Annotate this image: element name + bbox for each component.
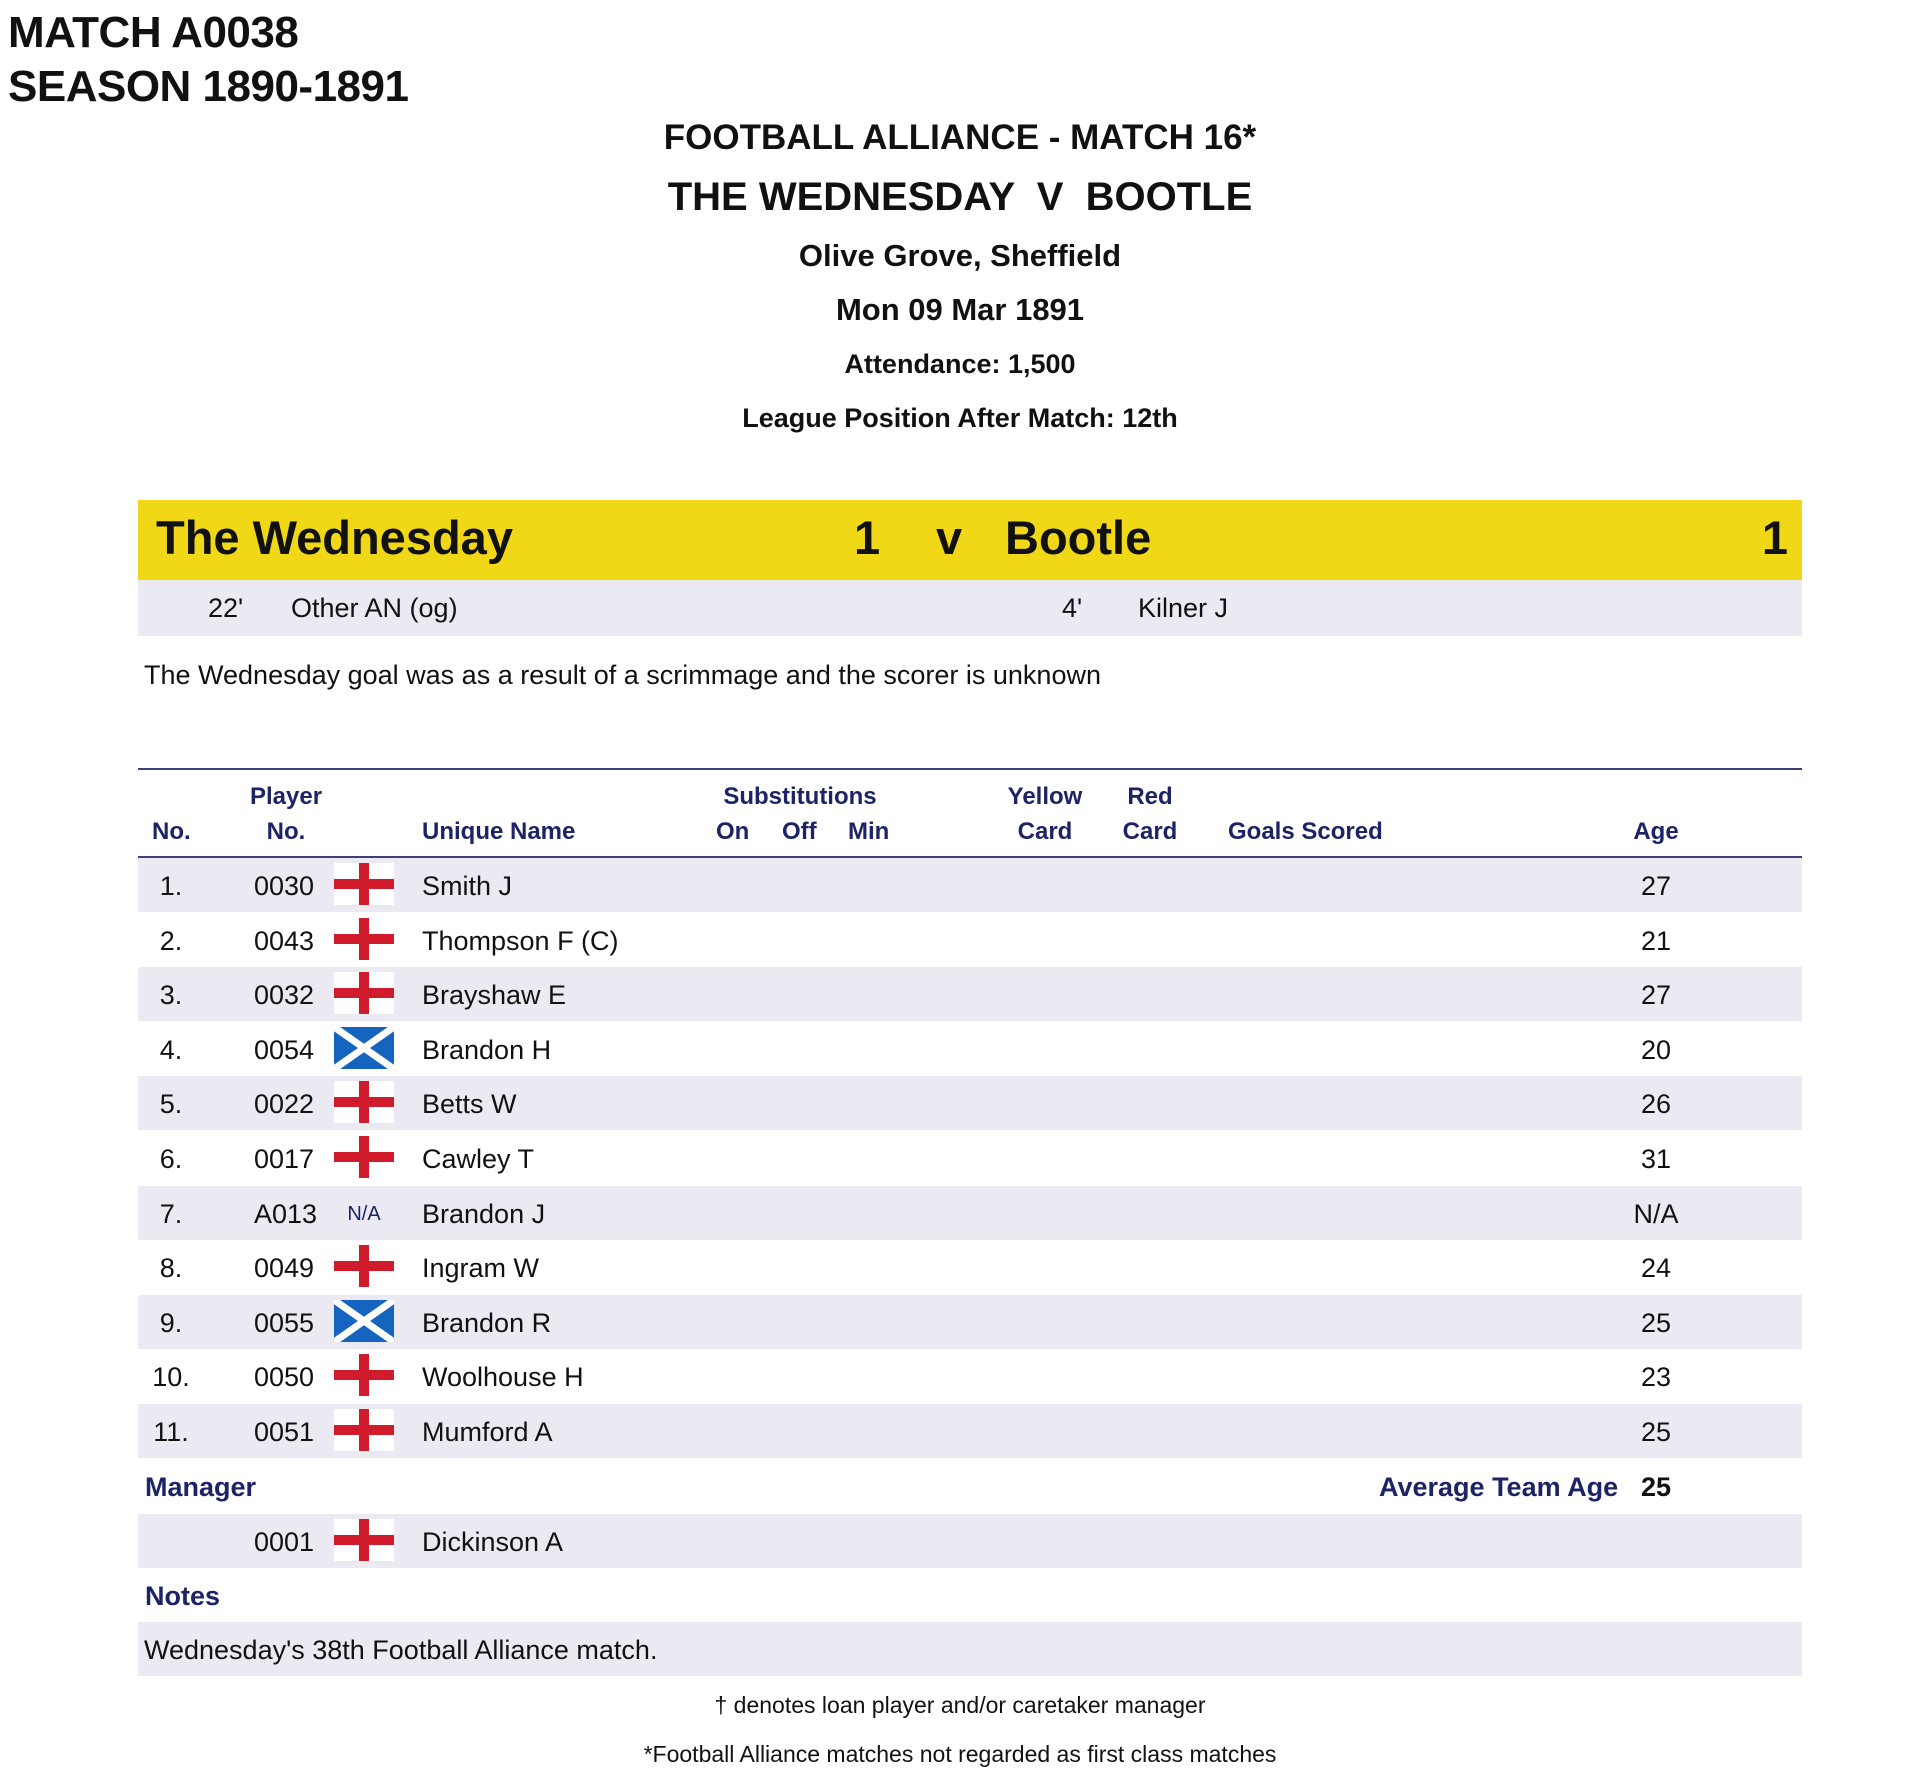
score-bar: [138, 500, 1802, 580]
row-number: 4.: [159, 1034, 183, 1065]
player-age: 25: [1640, 1307, 1672, 1338]
player-name: Brandon J: [422, 1198, 546, 1229]
notes-label: Notes: [145, 1581, 221, 1611]
notes-row: [138, 1622, 1802, 1676]
table-row: [138, 1022, 1802, 1076]
col-sub-on: On: [716, 818, 750, 845]
col-yellow-line2: Card: [1017, 818, 1073, 845]
match-id-block: [8, 6, 408, 114]
notes-text: Wednesday's 38th Football Alliance match.: [144, 1635, 658, 1665]
scotland-flag-icon: [334, 1027, 394, 1069]
attendance: Attendance: 1,500: [844, 349, 1076, 379]
col-player-no-line2: No.: [266, 818, 306, 845]
row-number: 9.: [159, 1307, 183, 1338]
row-number: 10.: [152, 1362, 190, 1393]
col-sub-min: Min: [848, 818, 890, 845]
player-number: 0043: [254, 925, 315, 956]
league-position: League Position After Match: 12th: [742, 403, 1178, 433]
col-yellow-line1: Yellow: [1007, 783, 1083, 810]
player-name: Brandon R: [422, 1307, 552, 1338]
away-team-name: Bootle: [1005, 511, 1152, 564]
col-red-line2: Card: [1122, 818, 1178, 845]
player-age: 25: [1640, 1417, 1672, 1447]
player-name: Ingram W: [422, 1253, 540, 1284]
player-age: N/A: [1633, 1198, 1679, 1229]
player-number: A013: [254, 1198, 318, 1229]
player-name: Woolhouse H: [422, 1362, 584, 1393]
player-age: 31: [1640, 1144, 1672, 1174]
player-number: 0050: [254, 1362, 315, 1393]
away-goals: 1: [1761, 511, 1788, 564]
player-number: 0022: [254, 1089, 315, 1120]
manager-player-no: 0001: [254, 1527, 315, 1557]
table-row: [138, 967, 1802, 1021]
match-code: MATCH A0038: [8, 8, 299, 57]
player-name: Betts W: [422, 1089, 517, 1120]
col-sub-off: Off: [782, 818, 817, 845]
footnote-alliance: *Football Alliance matches not regarded as first class matches: [643, 1741, 1277, 1767]
player-age: 27: [1640, 980, 1672, 1011]
home-goal-minute: 22': [208, 593, 244, 623]
match-report: The Wednesday goal was as a result of a scrimmage and the scorer is unknown: [144, 660, 1101, 690]
manager-row: [138, 1514, 1802, 1568]
player-name: Brandon H: [422, 1034, 552, 1065]
england-flag-icon: [334, 972, 394, 1014]
player-age: 20: [1640, 1034, 1672, 1065]
row-number: 3.: [159, 980, 183, 1011]
manager-label: Manager: [145, 1472, 257, 1502]
manager-name: Dickinson A: [422, 1527, 564, 1557]
england-flag-icon: [334, 1354, 394, 1396]
away-goal-scorer: Kilner J: [1138, 593, 1229, 623]
col-unique-name: Unique Name: [422, 818, 576, 845]
table-row: [138, 1240, 1802, 1294]
player-name: Thompson F (C): [422, 925, 619, 956]
home-team-name: The Wednesday: [156, 511, 513, 564]
fixture-title: THE WEDNESDAY V BOOTLE: [667, 175, 1253, 219]
player-number: 0051: [254, 1417, 315, 1447]
row-number: 6.: [159, 1144, 183, 1174]
competition-title: FOOTBALL ALLIANCE - MATCH 16*: [663, 118, 1257, 157]
scotland-flag-icon: [334, 1300, 394, 1342]
venue: Olive Grove, Sheffield: [798, 238, 1122, 273]
average-age-label: Average Team Age: [1379, 1472, 1619, 1502]
england-flag-icon: [334, 863, 394, 905]
player-name: Cawley T: [422, 1144, 535, 1174]
row-number: 7.: [159, 1198, 183, 1229]
england-flag-icon: [334, 1519, 394, 1561]
col-red-line1: Red: [1127, 783, 1173, 810]
england-flag-icon: [334, 1081, 394, 1123]
player-name: Brayshaw E: [422, 980, 567, 1011]
row-number: 5.: [159, 1089, 183, 1120]
table-row: [138, 1131, 1802, 1185]
versus: v: [936, 511, 963, 564]
player-age: 24: [1640, 1253, 1672, 1284]
player-number: 0049: [254, 1253, 315, 1284]
england-flag-icon: [334, 1136, 394, 1178]
table-row: [138, 1404, 1802, 1458]
table-row: [138, 1186, 1802, 1240]
home-goals: 1: [854, 511, 881, 564]
col-no: No.: [152, 818, 191, 845]
player-number: 0055: [254, 1307, 315, 1338]
average-age-value: 25: [1641, 1472, 1672, 1502]
player-age: 26: [1640, 1089, 1672, 1120]
row-number: 8.: [159, 1253, 183, 1284]
player-number: 0017: [254, 1144, 315, 1174]
player-age: 27: [1640, 871, 1672, 901]
table-row: [138, 1349, 1802, 1403]
table-row: [138, 1076, 1802, 1130]
col-substitutions: Substitutions: [723, 783, 877, 810]
player-name: Mumford A: [422, 1417, 553, 1447]
nationality-na-label: N/A: [347, 1202, 381, 1225]
row-number: 1.: [159, 871, 183, 901]
england-flag-icon: [334, 1409, 394, 1451]
col-age: Age: [1633, 818, 1679, 845]
match-date: Mon 09 Mar 1891: [835, 292, 1085, 327]
footnote-loan: † denotes loan player and/or caretaker manager: [714, 1692, 1206, 1718]
table-row: [138, 858, 1802, 912]
player-number: 0054: [254, 1034, 315, 1065]
goal-scorers-row: [138, 580, 1802, 636]
season: SEASON 1890-1891: [8, 62, 409, 111]
row-number: 11.: [153, 1417, 189, 1447]
row-number: 2.: [159, 925, 183, 956]
table-row: [138, 1295, 1802, 1349]
england-flag-icon: [334, 918, 394, 960]
england-flag-icon: [334, 1245, 394, 1287]
away-goal-minute: 4': [1062, 593, 1083, 623]
player-name: Smith J: [422, 871, 513, 901]
player-number: 0032: [254, 980, 315, 1011]
table-row: [138, 913, 1802, 967]
player-number: 0030: [254, 871, 315, 901]
table-top-rule: [138, 768, 1802, 770]
col-goals-scored: Goals Scored: [1228, 818, 1383, 845]
player-age: 23: [1640, 1362, 1672, 1393]
player-age: 21: [1640, 925, 1672, 956]
home-goal-scorer: Other AN (og): [291, 593, 458, 623]
col-player-no-line1: Player: [249, 783, 323, 810]
